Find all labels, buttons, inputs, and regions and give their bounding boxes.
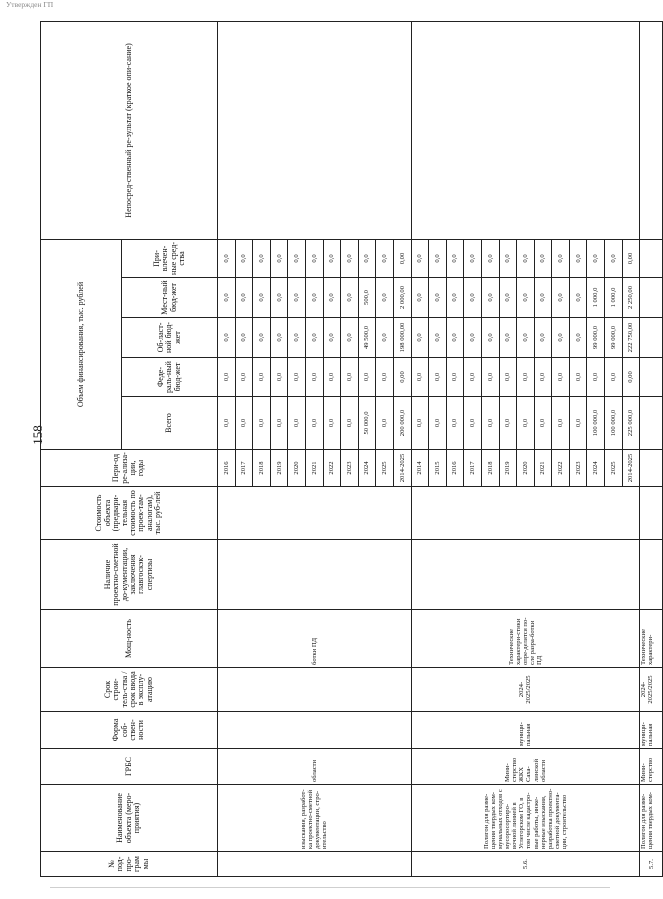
priv-cell: 0,0 — [288, 239, 306, 277]
obl-cell: 0,0 — [411, 318, 429, 358]
priv-cell: 0,00 — [393, 239, 411, 277]
item-5-6-no: 5.6. — [411, 852, 640, 877]
cont-pd — [218, 540, 412, 610]
priv-cell: 0,0 — [446, 239, 464, 277]
vsego-cell: 0,0 — [429, 397, 447, 450]
period-cell: 2017 — [235, 450, 253, 487]
fed-cell: 0,0 — [464, 358, 482, 397]
mest-cell: 2 000,00 — [393, 278, 411, 318]
period-cell: 2017 — [464, 450, 482, 487]
priv-cell: 0,0 — [587, 239, 605, 277]
period-cell: 2022 — [323, 450, 341, 487]
table-region — [40, 22, 663, 877]
item-5-6-result — [411, 21, 640, 239]
fed-cell: 0,0 — [323, 358, 341, 397]
mest-cell: 0,0 — [376, 278, 394, 318]
fed-cell: 0,0 — [270, 358, 288, 397]
period-cell: 2018 — [253, 450, 271, 487]
header-pd: Наличие проектно-сметной до-кументации, заключения главгоскэк-спертизы — [41, 540, 218, 610]
obl-cell: 0,0 — [481, 318, 499, 358]
obl-cell: 0,0 — [270, 318, 288, 358]
mest-cell: 0,0 — [534, 278, 552, 318]
empty-cell — [640, 21, 663, 239]
vsego-cell: 0,0 — [288, 397, 306, 450]
period-cell: 2022 — [552, 450, 570, 487]
obl-cell: 0,0 — [552, 318, 570, 358]
fed-cell: 0,0 — [605, 358, 623, 397]
table-body — [218, 21, 663, 876]
mest-cell: 0,0 — [429, 278, 447, 318]
empty-cell — [640, 358, 663, 397]
period-cell: 2015 — [429, 450, 447, 487]
rotated-page — [40, 22, 663, 877]
page-header-note: Утвержден ГП — [6, 0, 54, 9]
period-cell: 2023 — [569, 450, 587, 487]
header-result: Непосред-ственный ре-зультат (краткое опи-сание) — [41, 21, 218, 239]
period-cell: 2019 — [499, 450, 517, 487]
vsego-cell: 50 000,0 — [358, 397, 376, 450]
priv-cell: 0,0 — [358, 239, 376, 277]
header-mest: Мест-ный бюд-жет — [122, 278, 218, 318]
priv-cell: 0,0 — [499, 239, 517, 277]
vsego-cell: 0,0 — [517, 397, 535, 450]
fed-cell: 0,0 — [376, 358, 394, 397]
header-cost: Стоимость объекта (предвари-тельная стоимость по проек-там-аналогам), тыс. руб-лей — [41, 487, 218, 540]
vsego-cell: 0,0 — [534, 397, 552, 450]
cont-result — [218, 21, 412, 239]
empty-cell — [640, 487, 663, 540]
cont-grbs: области — [218, 749, 412, 785]
period-cell: 2024 — [358, 450, 376, 487]
cont-srok — [218, 668, 412, 712]
period-cell: 2016 — [446, 450, 464, 487]
mest-cell: 0,0 — [411, 278, 429, 318]
item-5-7-moshch: Технические характери- — [640, 610, 663, 668]
priv-cell: 0,0 — [429, 239, 447, 277]
header-forma: Форма соб-ствен-ности — [41, 712, 218, 749]
vsego-cell: 0,0 — [341, 397, 359, 450]
obl-cell: 0,0 — [218, 318, 236, 358]
fed-cell: 0,0 — [253, 358, 271, 397]
header-srok: Срок строи-тель-ства / срок ввода в эксплу-атацию — [41, 668, 218, 712]
obl-cell: 0,0 — [446, 318, 464, 358]
mest-cell: 0,0 — [341, 278, 359, 318]
obl-cell: 0,0 — [499, 318, 517, 358]
mest-cell: 0,0 — [517, 278, 535, 318]
vsego-cell: 0,0 — [569, 397, 587, 450]
mest-cell: 1 000,0 — [587, 278, 605, 318]
priv-cell: 0,0 — [534, 239, 552, 277]
header-vsego: Всего — [122, 397, 218, 450]
obl-cell: 222 750,00 — [622, 318, 640, 358]
period-cell: 2014 — [411, 450, 429, 487]
obl-cell: 0,0 — [341, 318, 359, 358]
item-5-7-grbs: Мини-стерство — [640, 749, 663, 785]
header-no: № под-про-грам мы — [41, 852, 218, 877]
vsego-cell: 0,0 — [305, 397, 323, 450]
financing-table — [40, 21, 663, 877]
fed-cell: 0,00 — [393, 358, 411, 397]
priv-cell: 0,0 — [569, 239, 587, 277]
item-5-6-grbs: Мини-стерство ЖКХ Саха-линской области — [411, 749, 640, 785]
priv-cell: 0,0 — [411, 239, 429, 277]
empty-cell — [640, 239, 663, 277]
obl-cell: 0,0 — [534, 318, 552, 358]
obl-cell: 99 000,0 — [587, 318, 605, 358]
period-cell: 2019 — [270, 450, 288, 487]
obl-cell: 0,0 — [253, 318, 271, 358]
vsego-cell: 100 000,0 — [587, 397, 605, 450]
vsego-cell: 0,0 — [323, 397, 341, 450]
priv-cell: 0,0 — [552, 239, 570, 277]
empty-cell — [640, 278, 663, 318]
obl-cell: 0,0 — [305, 318, 323, 358]
header-moshch: Мощ-ность — [41, 610, 218, 668]
priv-cell: 0,0 — [517, 239, 535, 277]
period-cell: 2021 — [534, 450, 552, 487]
header-period: Пери-од ре-ализа-ции, годы — [41, 450, 218, 487]
header-row-1 — [41, 21, 122, 876]
vsego-cell: 200 000,0 — [393, 397, 411, 450]
fed-cell: 0,0 — [429, 358, 447, 397]
table-row — [640, 21, 663, 876]
mest-cell: 0,0 — [218, 278, 236, 318]
mest-cell: 0,0 — [305, 278, 323, 318]
fed-cell: 0,00 — [622, 358, 640, 397]
item-5-6-moshch: Технические характери-стики опре-делятся по-сле разра-ботки ПД — [411, 610, 640, 668]
obl-cell: 0,0 — [569, 318, 587, 358]
obl-cell: 0,0 — [429, 318, 447, 358]
period-cell: 2018 — [481, 450, 499, 487]
period-cell: 2014-2025 — [393, 450, 411, 487]
priv-cell: 0,0 — [323, 239, 341, 277]
fed-cell: 0,0 — [517, 358, 535, 397]
vsego-cell: 0,0 — [411, 397, 429, 450]
item-5-6-srok: 2024-2025/2025 — [411, 668, 640, 712]
vsego-cell: 0,0 — [235, 397, 253, 450]
mest-cell: 500,0 — [358, 278, 376, 318]
obl-cell: 99 000,0 — [605, 318, 623, 358]
empty-cell — [640, 450, 663, 487]
empty-cell — [640, 540, 663, 610]
header-priv: При-влечен-ные сред-ства — [122, 239, 218, 277]
item-5-7-forma: муници-пальная — [640, 712, 663, 749]
period-cell: 2020 — [517, 450, 535, 487]
priv-cell: 0,0 — [376, 239, 394, 277]
header-name: Наименование объекта (меро-приятия) — [41, 785, 218, 852]
priv-cell: 0,0 — [341, 239, 359, 277]
obl-cell: 0,0 — [376, 318, 394, 358]
obl-cell: 49 500,0 — [358, 318, 376, 358]
cont-name: изыскания, разработ-ка проектно-сметной документации, стро-ительство — [218, 785, 412, 852]
vsego-cell: 0,0 — [218, 397, 236, 450]
vsego-cell: 0,0 — [446, 397, 464, 450]
fed-cell: 0,0 — [534, 358, 552, 397]
priv-cell: 0,0 — [305, 239, 323, 277]
table-row — [411, 21, 429, 876]
mest-cell: 2 250,00 — [622, 278, 640, 318]
item-5-7-name: Полигон для разме-щения твердых ком- — [640, 785, 663, 852]
priv-cell: 0,0 — [481, 239, 499, 277]
table-row — [218, 21, 236, 876]
mest-cell: 0,0 — [446, 278, 464, 318]
page-number: 158 — [30, 425, 45, 445]
header-fed: Феде-раль-ный бюд-жет — [122, 358, 218, 397]
header-obl: Об-ласт-ной бюд-жет — [122, 318, 218, 358]
item-5-6-name: Полигон для разме-щения твердых ком-мунальных отходов с мусоросортиро-вочной линией в Углегорском ГО, в том числе кадастро-вые работы, инже-нерные изыскания, разработка проектно-сметной документа-ции, строительство — [411, 785, 640, 852]
item-5-7-no: 5.7. — [640, 852, 663, 877]
item-5-6-forma: муници-пальная — [411, 712, 640, 749]
fed-cell: 0,0 — [218, 358, 236, 397]
vsego-cell: 0,0 — [270, 397, 288, 450]
fed-cell: 0,0 — [569, 358, 587, 397]
period-cell: 2020 — [288, 450, 306, 487]
vsego-cell: 0,0 — [464, 397, 482, 450]
empty-cell — [640, 318, 663, 358]
priv-cell: 0,00 — [622, 239, 640, 277]
period-cell: 2021 — [305, 450, 323, 487]
header-grbs: ГРБС — [41, 749, 218, 785]
period-cell: 2025 — [605, 450, 623, 487]
scan-edge-line — [50, 887, 610, 888]
mest-cell: 0,0 — [499, 278, 517, 318]
period-cell: 2024 — [587, 450, 605, 487]
fed-cell: 0,0 — [411, 358, 429, 397]
mest-cell: 0,0 — [253, 278, 271, 318]
cont-no — [218, 852, 412, 877]
fed-cell: 0,0 — [552, 358, 570, 397]
obl-cell: 0,0 — [288, 318, 306, 358]
mest-cell: 0,0 — [270, 278, 288, 318]
fed-cell: 0,0 — [305, 358, 323, 397]
fed-cell: 0,0 — [358, 358, 376, 397]
mest-cell: 0,0 — [552, 278, 570, 318]
fed-cell: 0,0 — [235, 358, 253, 397]
mest-cell: 0,0 — [481, 278, 499, 318]
empty-cell — [640, 397, 663, 450]
obl-cell: 0,0 — [235, 318, 253, 358]
priv-cell: 0,0 — [605, 239, 623, 277]
vsego-cell: 0,0 — [481, 397, 499, 450]
item-5-7-srok: 2024-2025/2025 — [640, 668, 663, 712]
obl-cell: 198 000,00 — [393, 318, 411, 358]
item-5-6-pd — [411, 540, 640, 610]
header-volume: Объем финансирования, тыс. рублей — [41, 239, 122, 449]
fed-cell: 0,0 — [587, 358, 605, 397]
vsego-cell: 0,0 — [376, 397, 394, 450]
period-cell: 2016 — [218, 450, 236, 487]
vsego-cell: 100 000,0 — [605, 397, 623, 450]
fed-cell: 0,0 — [288, 358, 306, 397]
cont-moshch: ботки ПД — [218, 610, 412, 668]
period-cell: 2023 — [341, 450, 359, 487]
fed-cell: 0,0 — [481, 358, 499, 397]
mest-cell: 0,0 — [464, 278, 482, 318]
fed-cell: 0,0 — [499, 358, 517, 397]
priv-cell: 0,0 — [235, 239, 253, 277]
vsego-cell: 0,0 — [552, 397, 570, 450]
vsego-cell: 225 000,0 — [622, 397, 640, 450]
fed-cell: 0,0 — [446, 358, 464, 397]
mest-cell: 0,0 — [569, 278, 587, 318]
obl-cell: 0,0 — [517, 318, 535, 358]
priv-cell: 0,0 — [253, 239, 271, 277]
cont-forma — [218, 712, 412, 749]
priv-cell: 0,0 — [270, 239, 288, 277]
mest-cell: 1 000,0 — [605, 278, 623, 318]
mest-cell: 0,0 — [235, 278, 253, 318]
vsego-cell: 0,0 — [253, 397, 271, 450]
period-cell: 2025 — [376, 450, 394, 487]
vsego-cell: 0,0 — [499, 397, 517, 450]
item-5-6-cost — [411, 487, 640, 540]
obl-cell: 0,0 — [464, 318, 482, 358]
mest-cell: 0,0 — [288, 278, 306, 318]
priv-cell: 0,0 — [464, 239, 482, 277]
mest-cell: 0,0 — [323, 278, 341, 318]
period-cell: 2014-2025 — [622, 450, 640, 487]
obl-cell: 0,0 — [323, 318, 341, 358]
priv-cell: 0,0 — [218, 239, 236, 277]
cont-cost — [218, 487, 412, 540]
fed-cell: 0,0 — [341, 358, 359, 397]
